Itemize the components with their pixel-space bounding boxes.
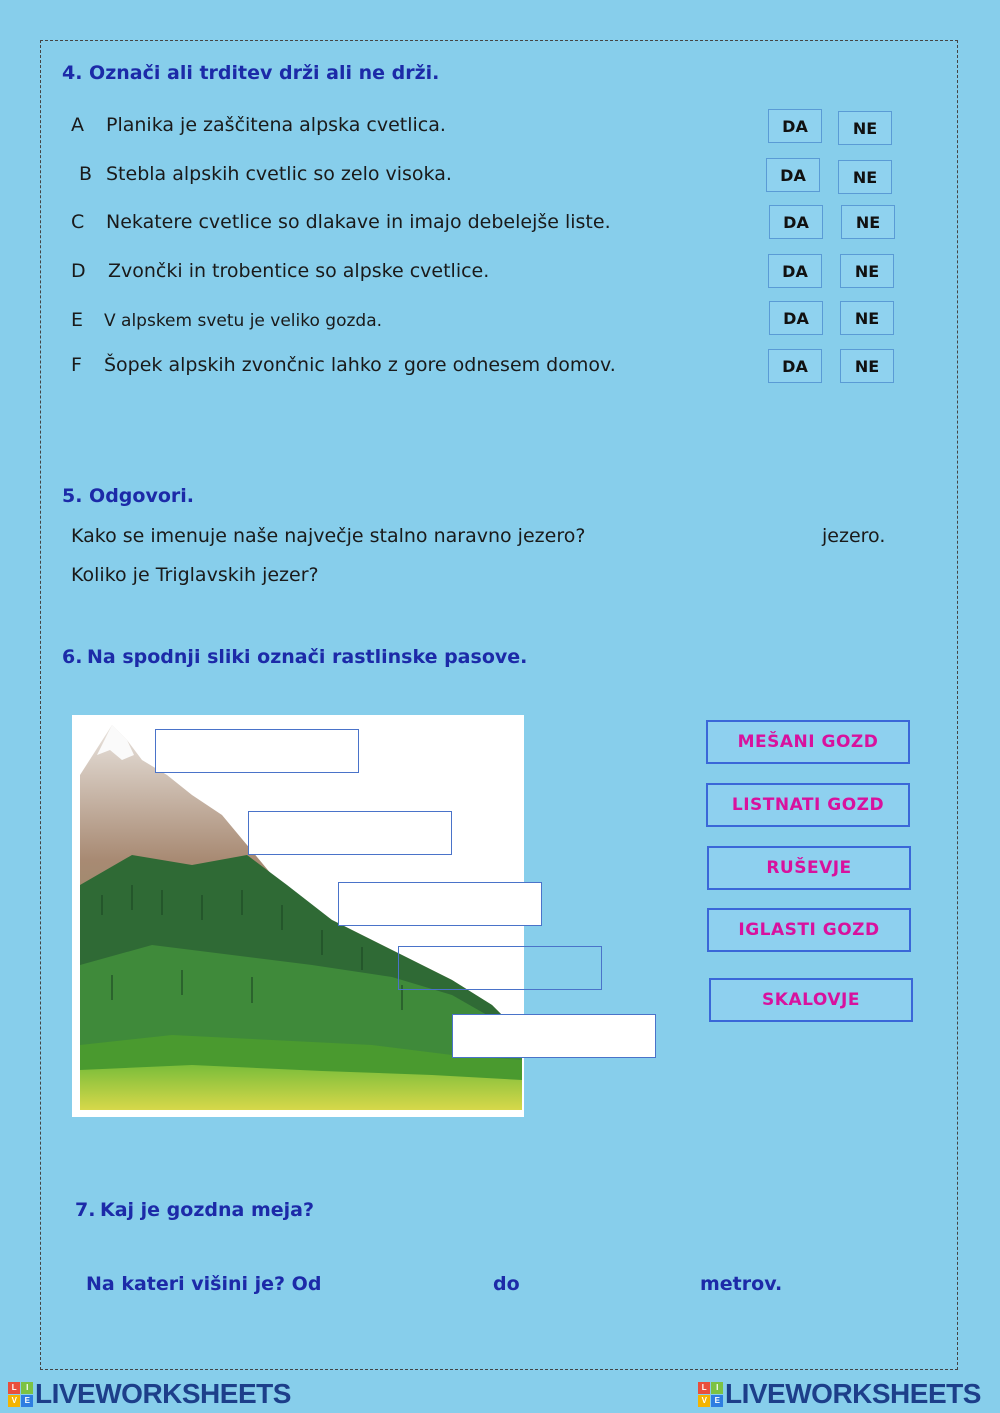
q4-title: 4. Označi ali trditev drži ali ne drži.: [62, 62, 440, 84]
zone-drop-box-1[interactable]: [155, 729, 359, 773]
liveworksheets-icon: L I V E: [8, 1382, 33, 1407]
zone-drop-box-5[interactable]: [452, 1014, 656, 1058]
q7-title: Kaj je gozdna meja?: [100, 1199, 315, 1221]
q6-number: 6.: [62, 646, 83, 668]
q7-line-end: metrov.: [700, 1273, 783, 1295]
q4-item-letter: B: [79, 163, 93, 185]
option-mesani-gozd[interactable]: MEŠANI GOZD: [706, 720, 910, 764]
liveworksheets-icon: L I V E: [698, 1382, 723, 1407]
option-listnati-gozd[interactable]: LISTNATI GOZD: [706, 783, 910, 827]
q4-item-text: Šopek alpskih zvončnic lahko z gore odnesem domov.: [104, 354, 616, 376]
q5-question-2: Koliko je Triglavskih jezer?: [71, 564, 319, 586]
option-skalovje[interactable]: SKALOVJE: [709, 978, 913, 1022]
q4-c-no-button[interactable]: NE: [841, 205, 895, 239]
q4-a-no-button[interactable]: NE: [838, 111, 892, 145]
q7-line-start: Na kateri višini je? Od: [86, 1273, 322, 1295]
q7-line-mid: do: [493, 1273, 520, 1295]
q4-item-text: Stebla alpskih cvetlic so zelo visoka.: [106, 163, 452, 185]
zone-drop-box-2[interactable]: [248, 811, 452, 855]
q5-title: 5. Odgovori.: [62, 485, 194, 507]
q4-item-letter: A: [71, 114, 84, 136]
q4-c-yes-button[interactable]: DA: [769, 205, 823, 239]
q4-f-yes-button[interactable]: DA: [768, 349, 822, 383]
q4-e-no-button[interactable]: NE: [840, 301, 894, 335]
q5-suffix: jezero.: [822, 525, 886, 547]
worksheet-frame: [40, 40, 958, 1370]
brand-name: LIVEWORKSHEETS: [725, 1378, 981, 1409]
q4-a-yes-button[interactable]: DA: [768, 109, 822, 143]
q4-item-letter: D: [71, 260, 86, 282]
q4-item-text: Planika je zaščitena alpska cvetlica.: [106, 114, 446, 136]
q4-item-letter: C: [71, 211, 85, 233]
footer-logo-right: [698, 1378, 981, 1410]
q7-number: 7.: [75, 1199, 96, 1221]
q4-item-text: Nekatere cvetlice so dlakave in imajo debelejše liste.: [106, 211, 611, 233]
q6-title: Na spodnji sliki označi rastlinske pasove.: [87, 646, 528, 668]
q5-question-1: Kako se imenuje naše največje stalno naravno jezero?: [71, 525, 586, 547]
q4-item-letter: F: [71, 354, 82, 376]
zone-drop-box-4[interactable]: [398, 946, 602, 990]
q4-item-letter: E: [71, 309, 84, 331]
q4-e-yes-button[interactable]: DA: [769, 301, 823, 335]
option-rusevje[interactable]: RUŠEVJE: [707, 846, 911, 890]
q4-b-yes-button[interactable]: DA: [766, 158, 820, 192]
q4-d-yes-button[interactable]: DA: [768, 254, 822, 288]
q4-b-no-button[interactable]: NE: [838, 160, 892, 194]
zone-drop-box-3[interactable]: [338, 882, 542, 926]
option-iglasti-gozd[interactable]: IGLASTI GOZD: [707, 908, 911, 952]
footer-logo-left: [8, 1378, 291, 1410]
q4-item-text: Zvončki in trobentice so alpske cvetlice.: [108, 260, 490, 282]
q4-item-text: V alpskem svetu je veliko gozda.: [104, 311, 383, 331]
q4-f-no-button[interactable]: NE: [840, 349, 894, 383]
brand-name: LIVEWORKSHEETS: [35, 1378, 291, 1409]
q4-d-no-button[interactable]: NE: [840, 254, 894, 288]
